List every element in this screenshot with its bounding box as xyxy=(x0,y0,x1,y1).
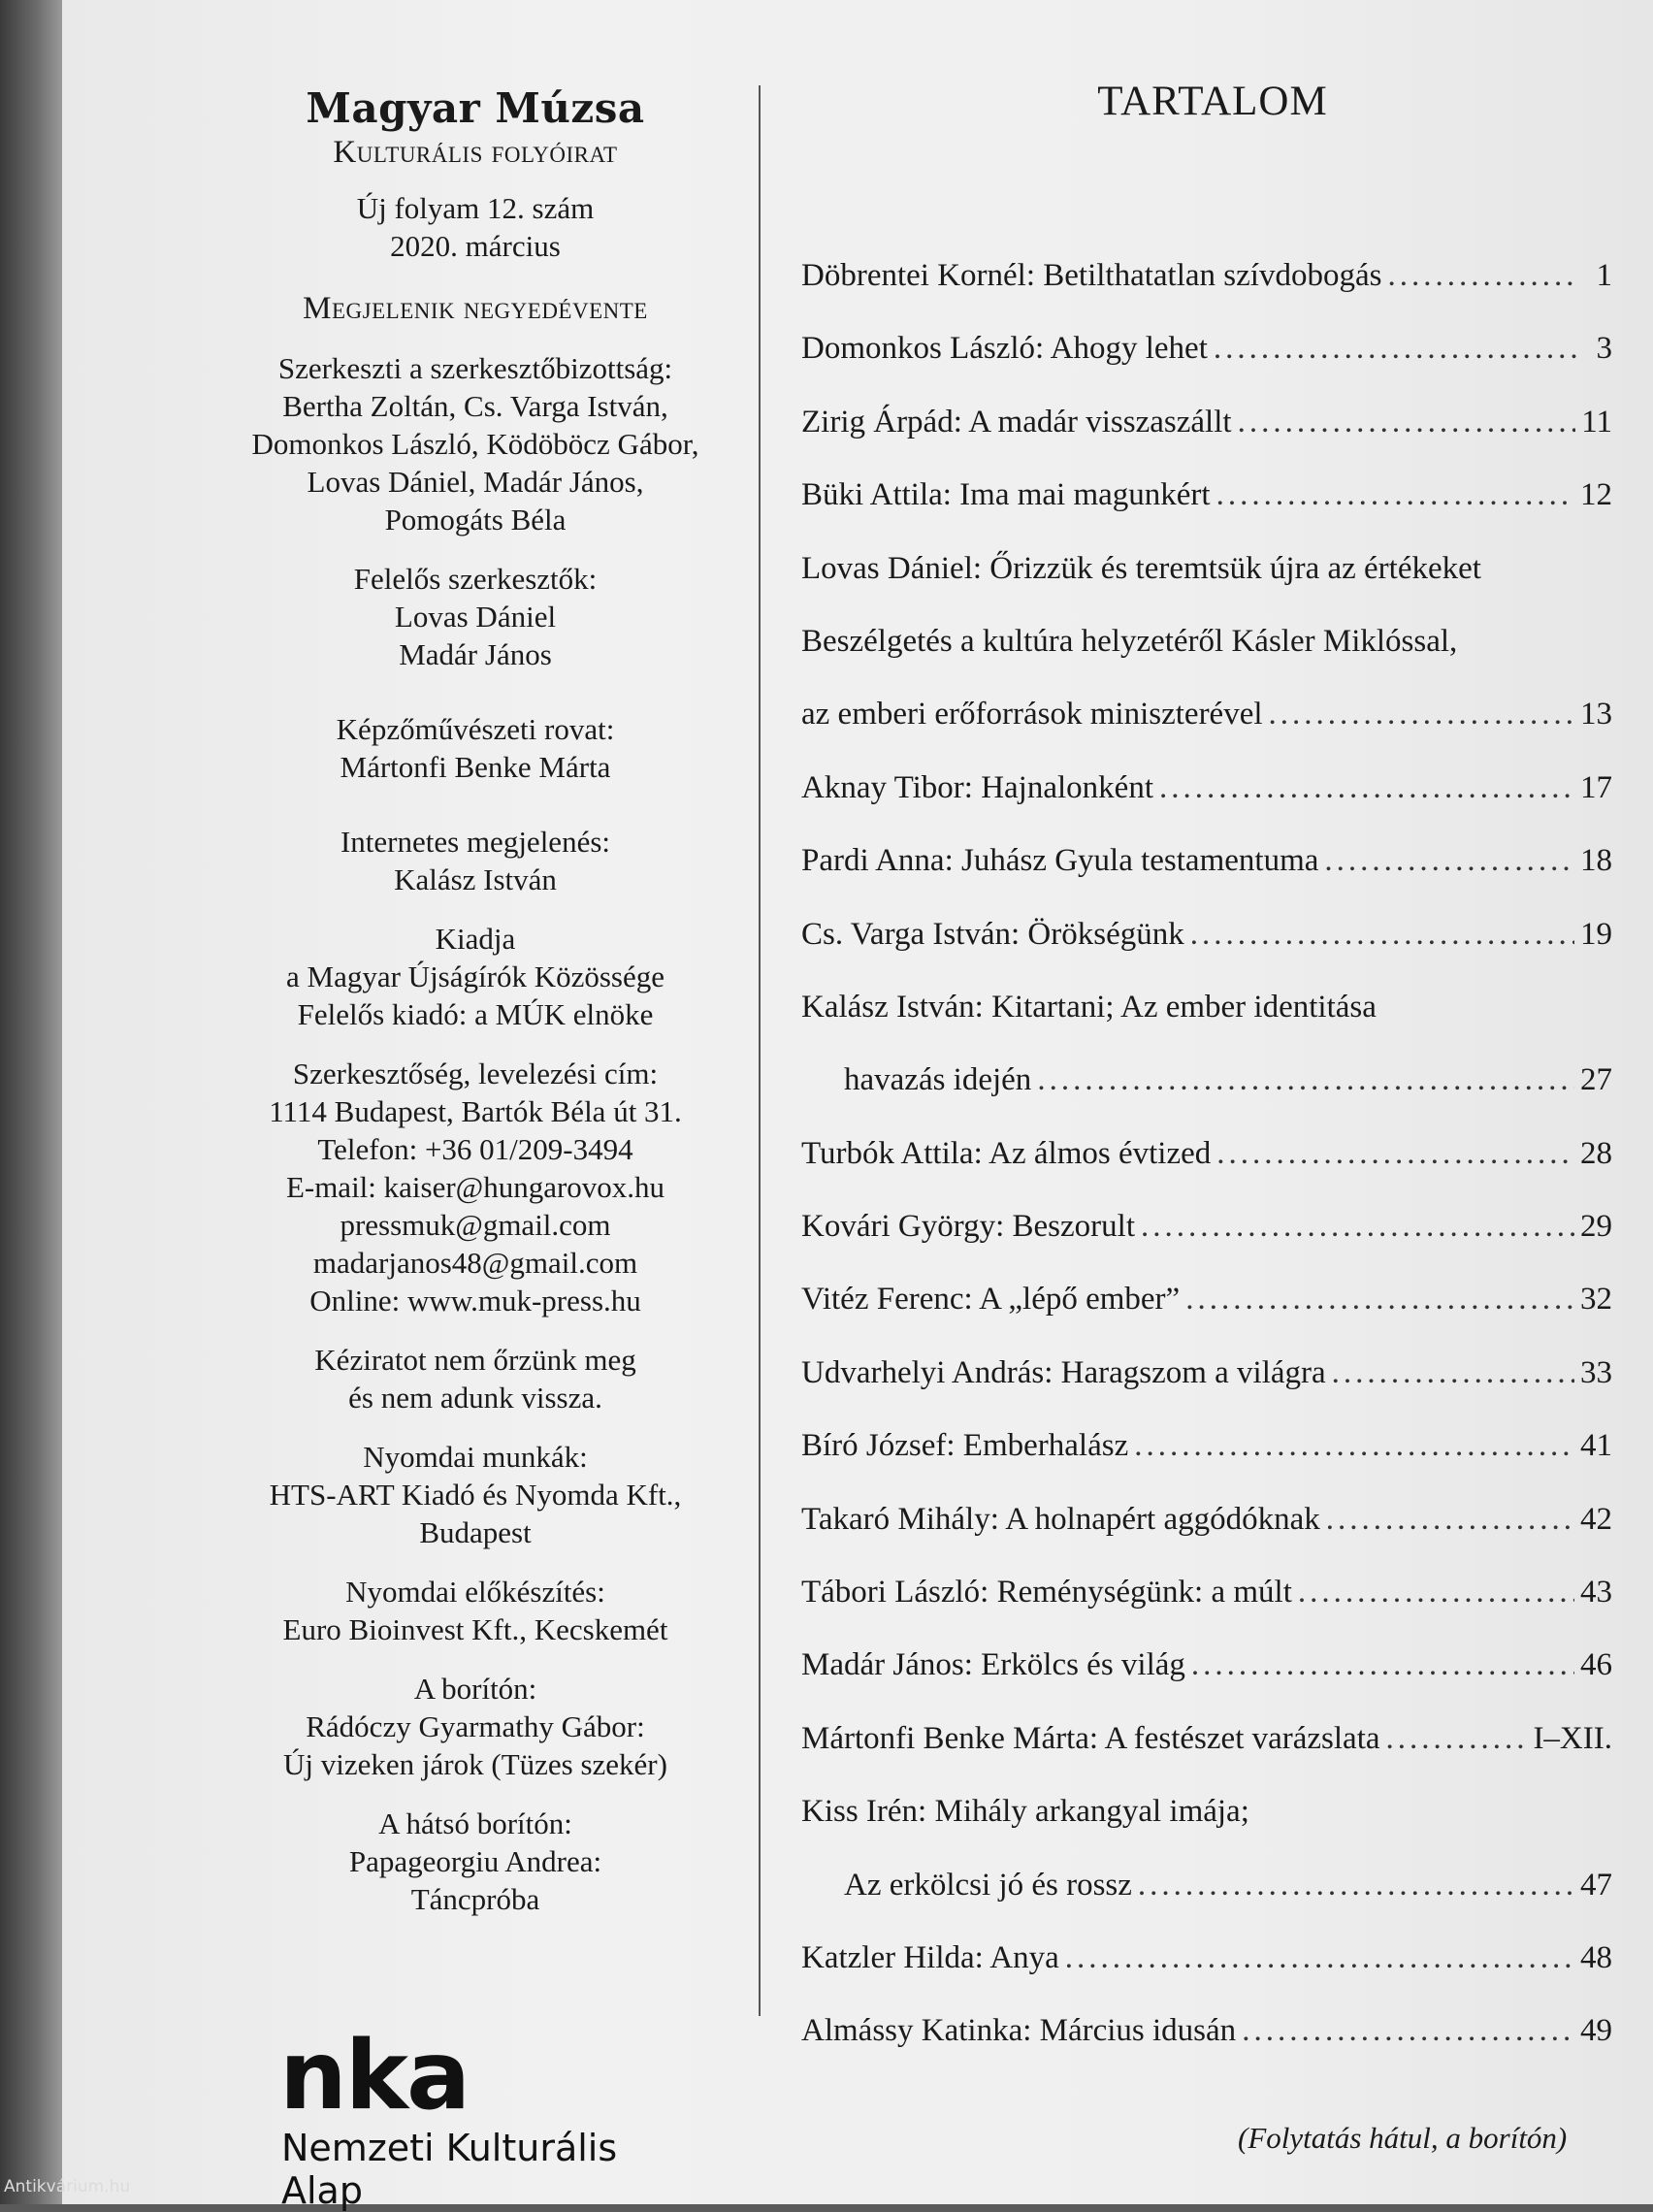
printing-line: HTS-ART Kiadó és Nyomda Kft., xyxy=(269,1478,682,1512)
cover-line: Új vizeken járok (Tüzes szekér) xyxy=(283,1747,667,1781)
issue-number: Új folyam 12. szám xyxy=(356,191,595,225)
toc-entry-page: 32 xyxy=(1580,1282,1612,1317)
page-gutter-shadow xyxy=(0,0,62,2204)
toc-entry xyxy=(801,917,1612,990)
toc-entry-page: 17 xyxy=(1580,769,1612,805)
toc-entry-title: Turbók Attila: Az álmos évtized xyxy=(801,1135,1212,1171)
printing-line: Budapest xyxy=(419,1515,532,1549)
toc-entry xyxy=(801,1575,1612,1647)
toc-leader-dots xyxy=(1269,697,1574,732)
prepress-info xyxy=(146,1573,805,1648)
toc-entry-page: 18 xyxy=(1580,843,1612,879)
toc-entry xyxy=(801,624,1612,697)
editorial-board-label: Szerkeszti a szerkesztőbizottság: xyxy=(277,351,673,385)
toc-entry xyxy=(801,770,1612,843)
toc-entry-title: Katzler Hilda: Anya xyxy=(801,1939,1059,1975)
watermark: Antikvárium.hu xyxy=(4,2177,131,2196)
cover-info xyxy=(146,1670,805,1783)
toc-entry-page: 11 xyxy=(1581,404,1612,439)
back-cover-line: Táncpróba xyxy=(410,1882,540,1916)
issue-date: 2020. március xyxy=(390,229,561,263)
editorial-board-line: Domonkos László, Ködöböcz Gábor, xyxy=(251,427,699,461)
toc-leader-dots xyxy=(1216,477,1574,513)
publisher-info xyxy=(146,920,805,1033)
toc-entry-title: Vitéz Ferenc: A „lépő ember” xyxy=(801,1282,1181,1317)
toc-heading: TARTALOM xyxy=(1097,79,1328,124)
magazine-subtitle: Kulturális folyóirat xyxy=(333,135,618,170)
toc-entry xyxy=(801,405,1612,477)
toc-leader-dots xyxy=(1324,843,1574,879)
contact-address: 1114 Budapest, Bartók Béla út 31. xyxy=(269,1094,682,1128)
toc-entry-page: 41 xyxy=(1580,1428,1612,1464)
toc-leader-dots xyxy=(1138,1868,1574,1903)
nka-logo xyxy=(279,2021,706,2212)
toc-entry-title: Zirig Árpád: A madár visszaszállt xyxy=(801,404,1232,439)
toc-entry-page: 42 xyxy=(1580,1501,1612,1537)
toc-entry-title: Büki Attila: Ima mai magunkért xyxy=(801,477,1211,513)
toc-entry-title: Takaró Mihály: A holnapért aggódóknak xyxy=(801,1501,1320,1537)
toc-entry xyxy=(801,1721,1612,1794)
editorial-board-line: Lovas Dániel, Madár János, xyxy=(307,465,644,499)
toc-leader-dots xyxy=(1191,1647,1574,1683)
toc-entry xyxy=(801,551,1612,624)
toc-entry xyxy=(801,990,1612,1062)
internet-editor: Kalász István xyxy=(394,862,557,896)
manuscript-line: Kéziratot nem őrzünk meg xyxy=(314,1343,636,1377)
toc-leader-dots xyxy=(1065,1940,1574,1976)
contact-email: pressmuk@gmail.com xyxy=(340,1208,611,1242)
toc-entry xyxy=(801,1428,1612,1501)
toc-leader-dots xyxy=(1214,331,1577,367)
toc-entry-page: 13 xyxy=(1580,697,1612,732)
toc-entry xyxy=(801,1062,1612,1135)
responsible-editors-label: Felelős szerkesztők: xyxy=(353,562,598,596)
magazine-title: Magyar Múzsa xyxy=(306,84,645,132)
toc-entry-page: 48 xyxy=(1580,1939,1612,1975)
frequency-note: Megjelenik negyedévente xyxy=(303,291,648,326)
publisher-line: Felelős kiadó: a MÚK elnöke xyxy=(297,997,654,1031)
column-divider xyxy=(759,85,761,2016)
toc-leader-dots xyxy=(1037,1062,1574,1098)
toc-entry-page: 43 xyxy=(1580,1575,1612,1610)
toc-entry xyxy=(801,477,1612,550)
printing-label: Nyomdai munkák: xyxy=(363,1440,588,1474)
art-section-editor: Mártonfi Benke Márta xyxy=(340,750,611,784)
toc-entry xyxy=(801,2013,1612,2086)
toc-entry-page: 3 xyxy=(1596,331,1612,367)
toc-leader-dots xyxy=(1190,917,1574,953)
toc-entry xyxy=(801,1355,1612,1428)
toc-entry xyxy=(801,1794,1612,1867)
toc-entry-title: Tábori László: Reménységünk: a múlt xyxy=(801,1575,1292,1610)
toc-entry-page: 29 xyxy=(1580,1209,1612,1245)
contact-website: Online: www.muk-press.hu xyxy=(309,1284,641,1317)
toc-entry-title: Mártonfi Benke Márta: A festészet varázslata xyxy=(801,1720,1380,1756)
toc-leader-dots xyxy=(1242,2013,1574,2049)
toc-entry-page: 1 xyxy=(1596,258,1612,293)
cover-label: A borítón: xyxy=(413,1672,537,1706)
toc-entry-title: Az erkölcsi jó és rossz xyxy=(844,1867,1132,1903)
toc-list xyxy=(801,258,1612,2087)
toc-entry-title: Beszélgetés a kultúra helyzetéről Kásler Miklóssal, xyxy=(801,623,1458,659)
toc-entry-title: Kovári György: Beszorult xyxy=(801,1209,1136,1245)
toc-entry-page: 27 xyxy=(1580,1062,1612,1098)
toc-entry-title: Almássy Katinka: Március idusán xyxy=(801,2013,1237,2049)
toc-entry xyxy=(801,1502,1612,1575)
toc-leader-dots xyxy=(1141,1209,1574,1245)
art-section-label: Képzőművészeti rovat: xyxy=(336,712,615,746)
editorial-board-line: Pomogáts Béla xyxy=(384,503,567,537)
cover-line: Rádóczy Gyarmathy Gábor: xyxy=(306,1709,645,1743)
contact-info xyxy=(146,1055,805,1319)
toc-entry xyxy=(801,1282,1612,1354)
toc-entry xyxy=(801,697,1612,769)
toc-entry xyxy=(801,843,1612,916)
toc-entry xyxy=(801,1209,1612,1282)
contact-line: Szerkesztőség, levelezési cím: xyxy=(292,1057,659,1090)
toc-entry-page: 47 xyxy=(1580,1867,1612,1903)
nka-logo-mark: nka xyxy=(279,2021,470,2131)
toc-entry-page: I–XII. xyxy=(1533,1720,1612,1756)
responsible-editor: Lovas Dániel xyxy=(394,600,557,634)
toc-entry-title: Madár János: Erkölcs és világ xyxy=(801,1647,1185,1683)
toc-entry-title: Udvarhelyi András: Haragszom a világra xyxy=(801,1354,1326,1390)
toc-entry xyxy=(801,1940,1612,2013)
toc-entry xyxy=(801,1868,1612,1940)
toc-entry-title: Bíró József: Emberhalász xyxy=(801,1428,1129,1464)
toc-entry-title: Domonkos László: Ahogy lehet xyxy=(801,331,1208,367)
toc-leader-dots xyxy=(1387,258,1577,294)
toc-leader-dots xyxy=(1159,770,1574,806)
toc-entry-page: 33 xyxy=(1580,1354,1612,1390)
responsible-editors xyxy=(146,560,805,673)
toc-entry-title: havazás idején xyxy=(844,1062,1032,1098)
art-section xyxy=(146,710,805,786)
toc-entry-title: Pardi Anna: Juhász Gyula testamentuma xyxy=(801,843,1319,879)
contact-email: E-mail: kaiser@hungarovox.hu xyxy=(285,1170,665,1204)
toc-entry-page: 19 xyxy=(1580,916,1612,952)
printing-info xyxy=(146,1438,805,1551)
toc-entry-title: Aknay Tibor: Hajnalonként xyxy=(801,769,1153,805)
internet-label: Internetes megjelenés: xyxy=(340,825,611,859)
toc-entry-page: 12 xyxy=(1580,477,1612,513)
toc-entry xyxy=(801,1136,1612,1209)
toc-entry xyxy=(801,1647,1612,1720)
contact-email: madarjanos48@gmail.com xyxy=(312,1246,638,1280)
back-cover-line: Papageorgiu Andrea: xyxy=(348,1844,602,1878)
continuation-note: (Folytatás hátul, a borítón) xyxy=(1238,2121,1568,2155)
toc-entry-page: 46 xyxy=(1580,1647,1612,1683)
publisher-line: Kiadja xyxy=(435,922,516,956)
toc-leader-dots xyxy=(1185,1282,1574,1317)
toc-entry-page: 28 xyxy=(1580,1135,1612,1171)
issue-info xyxy=(146,189,805,265)
manuscript-note xyxy=(146,1341,805,1416)
manuscript-line: és nem adunk vissza. xyxy=(348,1381,602,1415)
toc-leader-dots xyxy=(1386,1721,1528,1757)
prepress-line: Euro Bioinvest Kft., Kecskemét xyxy=(282,1612,668,1646)
toc-leader-dots xyxy=(1134,1428,1574,1464)
toc-leader-dots xyxy=(1332,1355,1574,1391)
toc-entry-title: az emberi erőforrások miniszterével xyxy=(801,697,1263,732)
toc-entry xyxy=(801,258,1612,331)
toc-entry-title: Cs. Varga István: Örökségünk xyxy=(801,916,1184,952)
contact-phone: Telefon: +36 01/209-3494 xyxy=(317,1132,633,1166)
back-cover-info xyxy=(146,1805,805,1918)
toc-leader-dots xyxy=(1326,1502,1574,1538)
prepress-label: Nyomdai előkészítés: xyxy=(345,1575,605,1609)
toc-entry-title: Kiss Irén: Mihály arkangyal imája; xyxy=(801,1794,1249,1830)
publisher-line: a Magyar Újságírók Közössége xyxy=(286,960,664,993)
internet-section xyxy=(146,823,805,898)
toc-entry xyxy=(801,331,1612,404)
toc-leader-dots xyxy=(1216,1136,1574,1172)
toc-leader-dots xyxy=(1298,1575,1574,1610)
toc-entry-page: 49 xyxy=(1580,2013,1612,2049)
toc-entry-title: Döbrentei Kornél: Betilthatatlan szívdobogás xyxy=(801,258,1382,293)
toc-leader-dots xyxy=(1238,405,1576,440)
impressum-column xyxy=(146,83,805,1918)
back-cover-label: A hátsó borítón: xyxy=(378,1806,572,1840)
editorial-board-line: Bertha Zoltán, Cs. Varga István, xyxy=(282,389,668,423)
editorial-board xyxy=(146,349,805,538)
toc-entry-title: Lovas Dániel: Őrizzük és teremtsük újra az értékeket xyxy=(801,550,1481,586)
nka-logo-name: Nemzeti Kulturális Alap xyxy=(281,2127,618,2212)
toc-entry-title: Kalász István: Kitartani; Az ember identitása xyxy=(801,989,1377,1025)
responsible-editor: Madár János xyxy=(399,637,552,671)
